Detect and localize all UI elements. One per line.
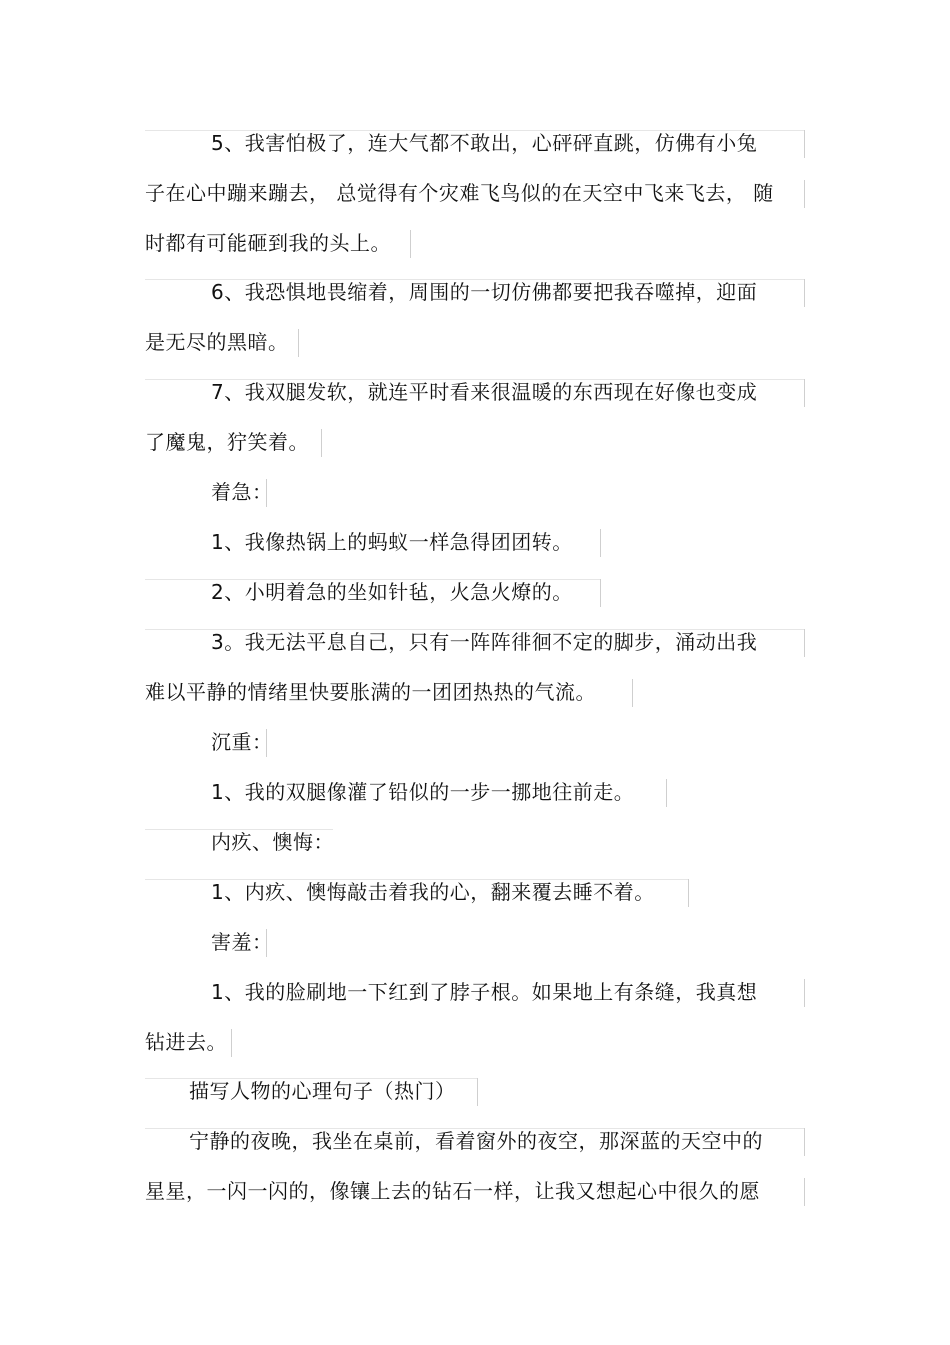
paragraph-text: 2、小明着急的坐如针毡，火急火燎的。 (211, 580, 573, 604)
text-line (0, 378, 950, 414)
paragraph-text: 1、我像热锅上的蚂蚁一样急得团团转。 (211, 530, 573, 554)
text-line (0, 278, 950, 314)
paragraph-text: 7、我双腿发软，就连平时看来很温暖的东西现在好像也变成 (211, 380, 758, 404)
paragraph-text: 3。我无法平息自己，只有一阵阵徘徊不定的脚步，涌动出我 (211, 630, 758, 654)
text-line (0, 328, 950, 364)
text-line (0, 778, 950, 814)
text-line (0, 179, 950, 215)
paragraph-text: 是无尽的黑暗。 (145, 330, 289, 354)
text-line (0, 229, 950, 265)
section-title: 描写人物的心理句子（热门） (189, 1079, 456, 1103)
text-line (0, 628, 950, 664)
section-heading: 沉重： (211, 730, 273, 754)
text-line (0, 1127, 950, 1163)
text-line (0, 578, 950, 614)
text-line (0, 129, 950, 165)
paragraph-text: 1、内疚、懊悔敲击着我的心，翻来覆去睡不着。 (211, 880, 655, 904)
paragraph-text: 1、我的双腿像灌了铅似的一步一挪地往前走。 (211, 780, 635, 804)
text-line (0, 1028, 950, 1064)
section-heading: 着急： (211, 480, 273, 504)
paragraph-text: 了魔鬼，狞笑着。 (145, 430, 309, 454)
text-line (0, 878, 950, 914)
paragraph-text: 时都有可能砸到我的头上。 (145, 231, 391, 255)
text-line (0, 978, 950, 1014)
text-line (0, 828, 950, 864)
text-line (0, 678, 950, 714)
text-line (0, 728, 950, 764)
paragraph-text: 钻进去。 (145, 1030, 227, 1054)
text-line (0, 928, 950, 964)
paragraph-text: 子在心中蹦来蹦去， 总觉得有个灾难飞鸟似的在天空中飞来飞去， 随 (145, 181, 774, 205)
paragraph-text: 星星，一闪一闪的，像镶上去的钻石一样，让我又想起心中很久的愿 (145, 1179, 760, 1203)
section-heading: 内疚、懊悔： (211, 830, 334, 854)
paragraph-text: 6、我恐惧地畏缩着，周围的一切仿佛都要把我吞噬掉，迎面 (211, 280, 758, 304)
text-line (0, 1177, 950, 1213)
text-line (0, 428, 950, 464)
text-line (0, 478, 950, 514)
paragraph-text: 宁静的夜晚，我坐在桌前，看着窗外的夜空，那深蓝的天空中的 (189, 1129, 763, 1153)
paragraph-text: 难以平静的情绪里快要胀满的一团团热热的气流。 (145, 680, 596, 704)
paragraph-text: 1、我的脸刷地一下红到了脖子根。如果地上有条缝，我真想 (211, 980, 758, 1004)
paragraph-text: 5、我害怕极了，连大气都不敢出，心砰砰直跳，仿佛有小兔 (211, 131, 758, 155)
text-line (0, 1077, 950, 1113)
section-heading: 害羞： (211, 930, 273, 954)
text-line (0, 528, 950, 564)
